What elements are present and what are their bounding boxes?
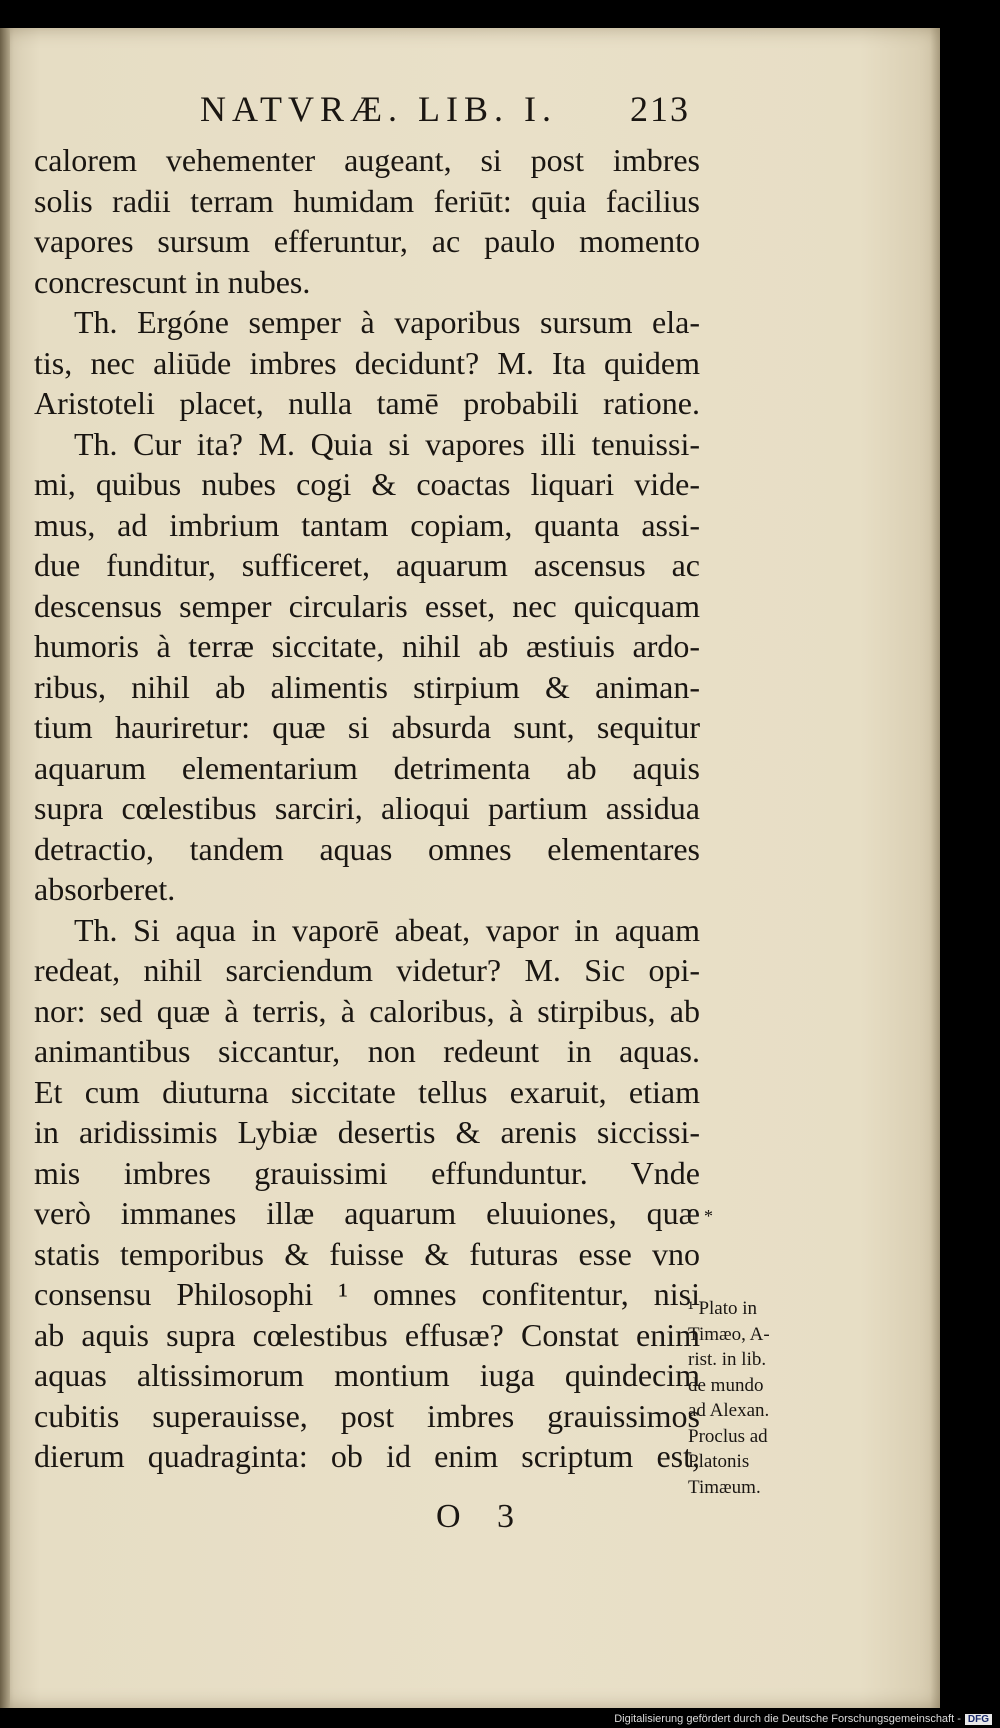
digitization-credit [614, 1713, 992, 1725]
text-line: tium hauriretur: quæ si absurda sunt, sequitur [34, 709, 700, 745]
text-line: Th. Si aqua in vaporē abeat, vapor in aquam [74, 911, 700, 948]
text-line: due funditur, sufficeret, aquarum ascensus ac [34, 547, 700, 583]
text-line: Et cum diuturna siccitate tellus exaruit, etiam [34, 1073, 700, 1110]
text-line: redeat, nihil sarciendum videtur? M. Sic opi- [34, 952, 700, 988]
text-line: humoris à terræ siccitate, nihil ab æstiuis ardo- [34, 628, 700, 664]
text-line: statis temporibus & fuisse & futuras esse vno [34, 1235, 700, 1272]
marginal-note-line: de mundo [688, 1374, 764, 1396]
text-line: cubitis superauisse, post imbres grauissimos [34, 1397, 700, 1434]
text-line: mis imbres grauissimi effunduntur. Vnde [34, 1154, 700, 1191]
marginal-note-line: Proclus ad [688, 1425, 768, 1447]
text-line: vapores sursum efferuntur, ac paulo momento [34, 223, 700, 259]
marginal-asterisk: * [704, 1206, 713, 1226]
text-line: mi, quibus nubes cogi & coactas liquari vide- [34, 466, 700, 502]
page-content [0, 28, 940, 1708]
marginal-note-line: ¹ Plato in [688, 1298, 758, 1319]
text-line: ribus, nihil ab alimentis stirpium & animan- [34, 668, 700, 705]
page-number: 213 [630, 89, 690, 129]
text-line: mus, ad imbrium tantam copiam, quanta assi- [34, 506, 700, 543]
body-text [34, 140, 700, 1477]
marginal-note-line: Platonis [688, 1451, 750, 1472]
marginal-note-line: Timæo, A- [688, 1323, 770, 1345]
text-line: tis, nec aliūde imbres decidunt? M. Ita quidem [34, 344, 700, 381]
text-line: ab aquis supra cœlestibus effusæ? Constat enim [34, 1316, 700, 1353]
book-page [0, 28, 940, 1708]
text-line: Th. Ergóne semper à vaporibus sursum ela- [74, 304, 700, 340]
text-line: nor: sed quæ à terris, à caloribus, à stirpibus, ab [34, 992, 700, 1029]
text-line: dierum quadraginta: ob id enim scriptum est, [34, 1438, 700, 1474]
dfg-logo: DFG [965, 1714, 992, 1725]
text-line: detractio, tandem aquas omnes elementares [34, 830, 700, 867]
text-line: Th. Cur ita? M. Quia si vapores illi tenuissi- [74, 425, 700, 462]
marginal-note [688, 1296, 818, 1500]
text-line: Aristoteli placet, nulla tamē probabili ratione. [34, 385, 700, 421]
marginal-note-line: rist. in lib. [688, 1349, 767, 1370]
text-line: solis radii terram humidam feriūt: quia facilius [34, 182, 700, 219]
text-line: calorem vehementer augeant, si post imbres [34, 142, 700, 178]
signature-mark: O 3 [436, 1498, 529, 1535]
credit-text: Digitalisierung gefördert durch die Deutsche Forschungsgemeinschaft - [614, 1713, 961, 1725]
text-line: concrescunt in nubes. [34, 263, 311, 300]
text-line: absorberet. [34, 871, 176, 907]
marginal-note-line: Timæum. [688, 1476, 761, 1498]
text-line: consensu Philosophi ¹ omnes confitentur, nisi [34, 1276, 700, 1312]
text-line: animantibus siccantur, non redeunt in aquas. [34, 1033, 700, 1069]
text-line: aquarum elementarium detrimenta ab aquis [34, 749, 700, 786]
text-line: supra cœlestibus sarciri, alioqui partium assidua [34, 790, 700, 826]
text-line: aquas altissimorum montium iuga quindecim [34, 1357, 700, 1393]
text-line: descensus semper circularis esset, nec quicquam [34, 587, 700, 624]
marginal-note-line: ad Alexan. [688, 1400, 770, 1421]
text-line: verò immanes illæ aquarum eluuiones, quæ [34, 1195, 700, 1231]
text-line: in aridissimis Lybiæ desertis & arenis siccissi- [34, 1114, 700, 1150]
running-head: NATVRÆ. LIB. I. [200, 89, 557, 129]
